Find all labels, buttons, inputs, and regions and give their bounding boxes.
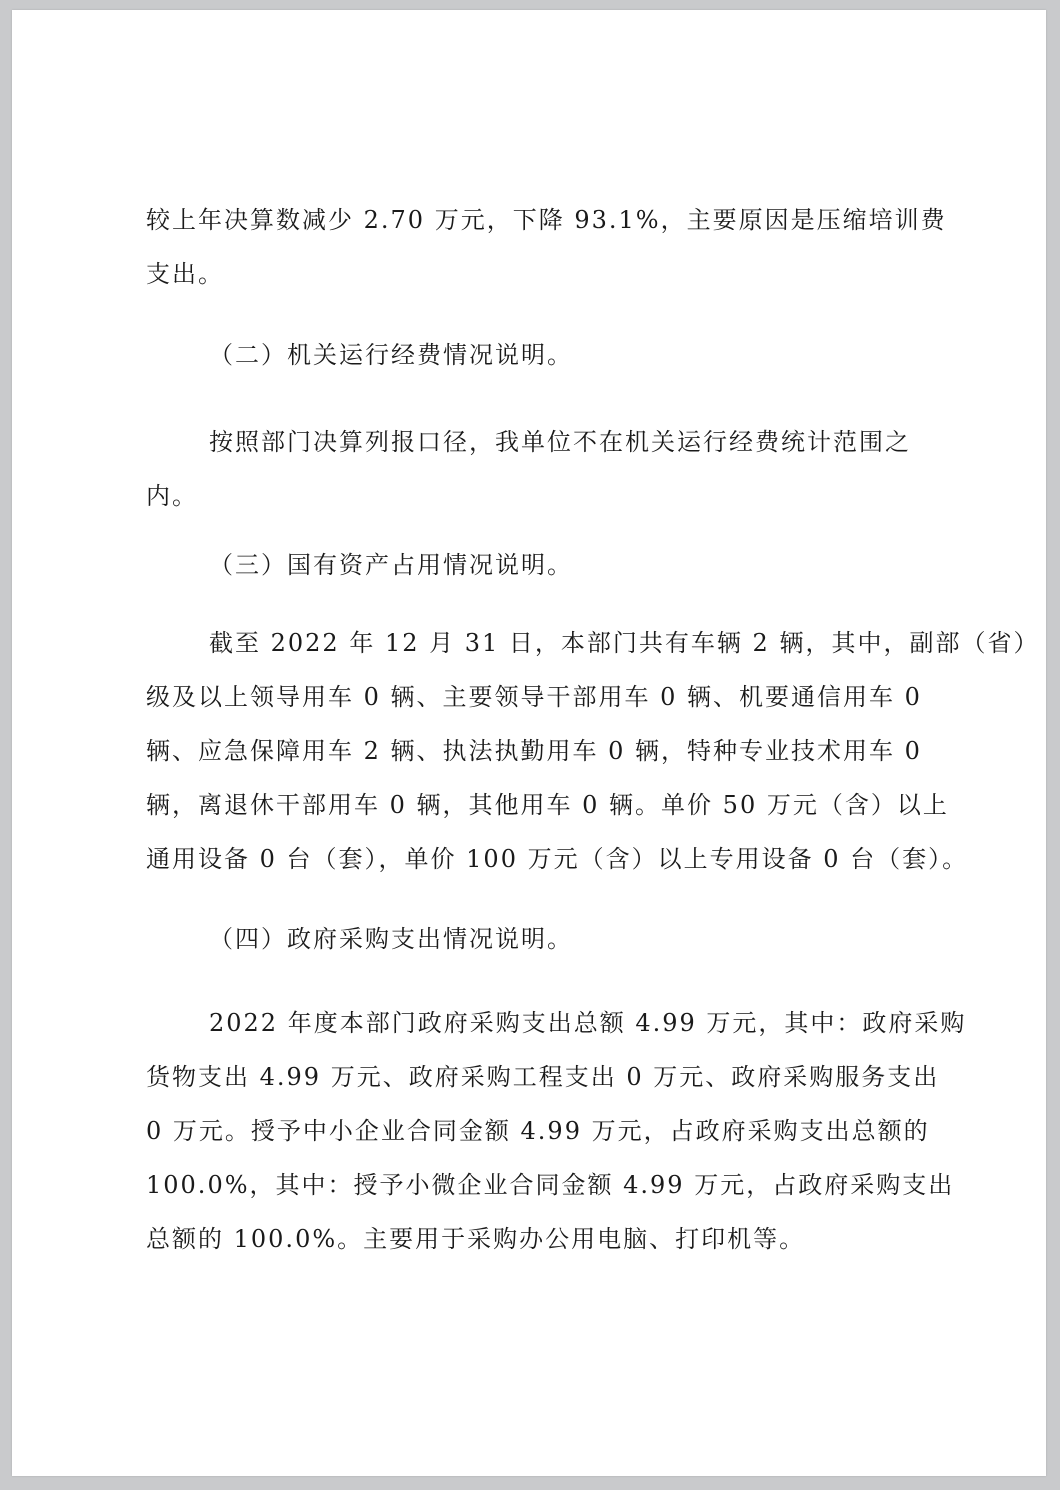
section-heading-4: [146, 912, 926, 966]
text-line: 按照部门决算列报口径，我单位不在机关运行经费统计范围之: [209, 428, 911, 456]
text-line: 截至 2022 年 12 月 31 日，本部门共有车辆 2 辆，其中，副部（省）: [209, 629, 1040, 657]
section-heading-2: [146, 328, 926, 382]
heading-text: （二）机关运行经费情况说明。: [209, 341, 573, 369]
text-line: 内。: [146, 482, 198, 510]
heading-text: （四）政府采购支出情况说明。: [209, 925, 573, 953]
paragraph-procurement: [146, 996, 967, 1266]
text-line: 通用设备 0 台（套），单价 100 万元（含）以上专用设备 0 台（套）。: [146, 845, 969, 873]
text-line: 辆，离退休干部用车 0 辆，其他用车 0 辆。单价 50 万元（含）以上: [146, 791, 949, 819]
document-page: [12, 10, 1046, 1476]
text-line: 2022 年度本部门政府采购支出总额 4.99 万元，其中：政府采购: [209, 1009, 967, 1037]
text-line: 总额的 100.0%。主要用于采购办公用电脑、打印机等。: [146, 1225, 806, 1253]
text-line: 货物支出 4.99 万元、政府采购工程支出 0 万元、政府采购服务支出: [146, 1063, 940, 1091]
section-heading-3: [146, 538, 926, 592]
heading-text: （三）国有资产占用情况说明。: [209, 551, 573, 579]
text-line: 100.0%，其中：授予小微企业合同金额 4.99 万元，占政府采购支出: [146, 1171, 955, 1199]
paragraph-state-assets: [146, 616, 1040, 886]
paragraph-operating-expenses: [146, 415, 926, 523]
text-line: 级及以上领导用车 0 辆、主要领导干部用车 0 辆、机要通信用车 0: [146, 683, 922, 711]
text-line: 0 万元。授予中小企业合同金额 4.99 万元，占政府采购支出总额的: [146, 1117, 930, 1145]
text-line: 辆、应急保障用车 2 辆、执法执勤用车 0 辆，特种专业技术用车 0: [146, 737, 922, 765]
paragraph-training-expense: [146, 193, 947, 301]
text-line: 较上年决算数减少 2.70 万元，下降 93.1%，主要原因是压缩培训费: [146, 206, 947, 234]
text-line: 支出。: [146, 260, 224, 288]
